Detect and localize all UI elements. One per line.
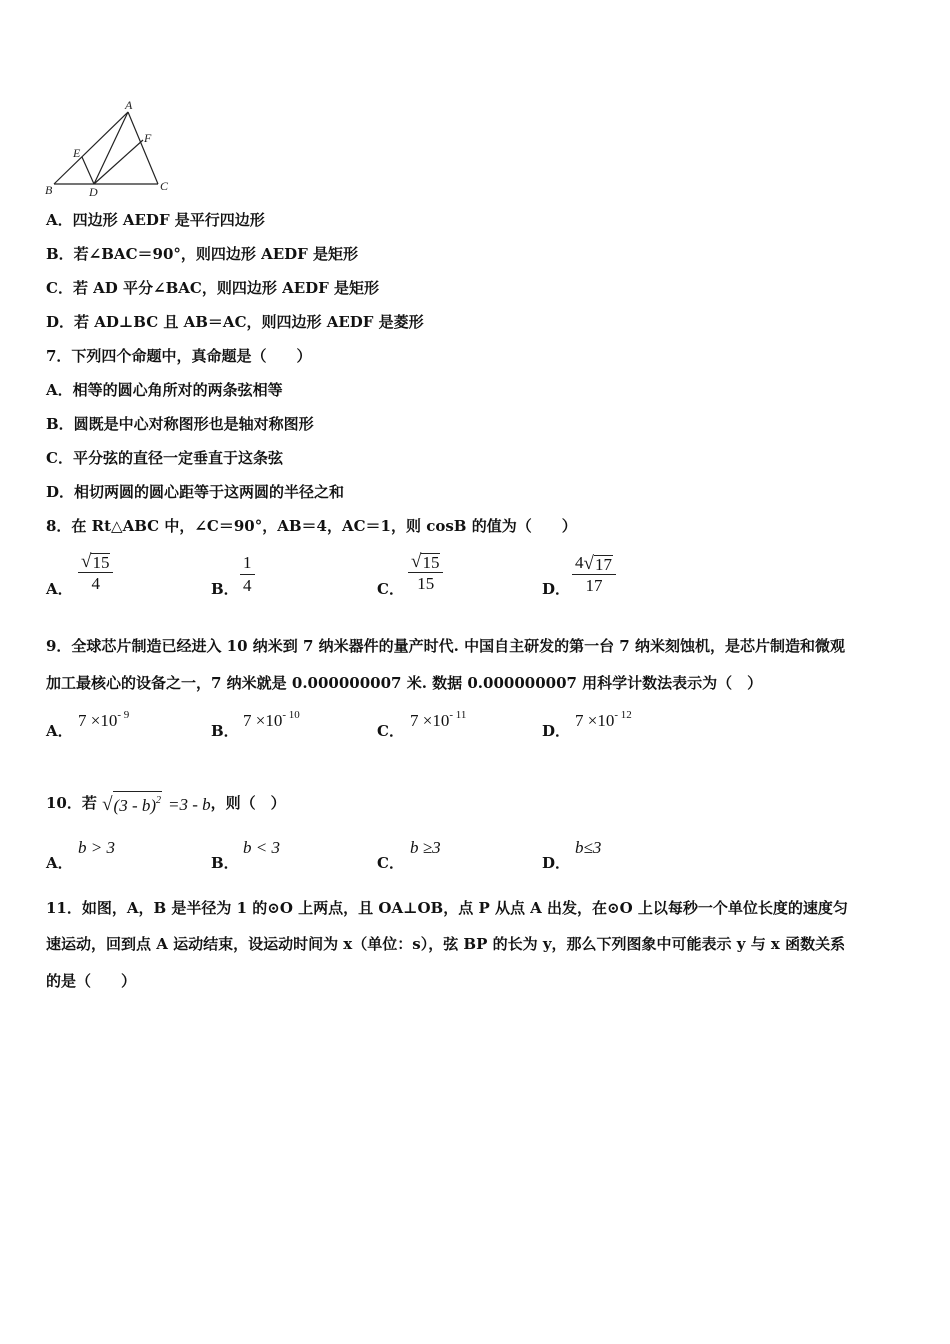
q11-line3: 的是（ ） bbox=[46, 972, 137, 990]
q8-a-denominator: 4 bbox=[91, 574, 100, 593]
q10-option-a: b > 3 bbox=[78, 838, 115, 857]
q8-c-radicand: 15 bbox=[422, 553, 440, 572]
segment-ab bbox=[54, 112, 128, 184]
q10-label-d: D． bbox=[542, 854, 571, 872]
q8-d-radicand: 17 bbox=[594, 555, 612, 574]
q10-option-b: b < 3 bbox=[243, 838, 280, 857]
q7-option-a: A．相等的圆心角所对的两条弦相等 bbox=[46, 381, 283, 399]
q10-equation: √ (3 - b)$^2$ =3 - b bbox=[102, 791, 211, 815]
q6-option-b: B．若∠BAC＝90°，则四边形 AEDF 是矩形 bbox=[46, 245, 359, 263]
q8-option-c-fraction: √ 15 15 bbox=[408, 552, 443, 595]
q10-option-c: b ≥3 bbox=[410, 838, 441, 857]
q7-option-c: C．平分弦的直径一定垂直于这条弦 bbox=[46, 449, 283, 467]
q8-option-a-fraction: √ 15 4 bbox=[78, 552, 113, 595]
q9-option-d: $7 \times 10^{- 12}$ bbox=[575, 709, 632, 730]
q10-stem: 10．若 √ (3 - b)$^2$ =3 - b ，则（ ） bbox=[46, 791, 286, 815]
q7-option-d: D．相切两圆的圆心距等于这两圆的半径之和 bbox=[46, 483, 345, 501]
q9-label-d: D． bbox=[542, 722, 571, 740]
q8-option-d-fraction: 4 √ 17 17 bbox=[572, 552, 616, 597]
q9-option-a: $7 \times 10^{- 9}$ bbox=[78, 709, 130, 730]
segment-ad bbox=[94, 112, 128, 184]
q10-label-a: A． bbox=[46, 854, 73, 872]
q9-option-c: $7 \times 10^{- 11}$ bbox=[410, 709, 467, 730]
q8-stem: 8．在 Rt△ABC 中，∠C＝90°，AB＝4，AC＝1，则 cosB 的值为（ ） bbox=[46, 517, 577, 535]
q10-label-b: B． bbox=[211, 854, 239, 872]
q6-option-a: A．四边形 AEDF 是平行四边形 bbox=[46, 211, 265, 229]
q8-label-d: D． bbox=[542, 580, 571, 598]
label-c: C bbox=[160, 179, 169, 193]
q8-b-denominator: 4 bbox=[243, 576, 252, 595]
q10-option-d: b≤3 bbox=[575, 838, 602, 857]
segment-ac bbox=[128, 112, 158, 184]
q9-label-c: C． bbox=[377, 722, 404, 740]
q8-label-a: A． bbox=[46, 580, 73, 598]
q11-line1: 11．如图，A，B 是半径为 1 的⊙O 上两点，且 OA⊥OB，点 P 从点 A 出发，在⊙O 上以每秒一个单位长度的速度匀 bbox=[46, 899, 848, 917]
segment-de bbox=[82, 157, 94, 184]
q9-label-b: B． bbox=[211, 722, 239, 740]
triangle-figure bbox=[44, 98, 174, 198]
q8-option-b-fraction bbox=[240, 552, 255, 597]
q9-option-b: $7 \times 10^{- 10}$ bbox=[243, 709, 300, 730]
q6-option-d: D．若 AD⊥BC 且 AB＝AC，则四边形 AEDF 是菱形 bbox=[46, 313, 424, 331]
q6-option-c: C．若 AD 平分∠BAC，则四边形 AEDF 是矩形 bbox=[46, 279, 380, 297]
q9-label-a: A． bbox=[46, 722, 73, 740]
label-f: F bbox=[144, 131, 152, 145]
label-d: D bbox=[89, 185, 98, 198]
q11-line2: 速运动，回到点 A 运动结束，设运动时间为 x（单位：s），弦 BP 的长为 y，那么下列图象中可能表示 y 与 x 函数关系 bbox=[46, 935, 846, 953]
label-a: A bbox=[125, 98, 133, 112]
q8-label-b: B． bbox=[211, 580, 239, 598]
q8-label-c: C． bbox=[377, 580, 404, 598]
q8-c-denominator: 15 bbox=[417, 574, 435, 593]
q8-d-denominator: 17 bbox=[585, 576, 603, 595]
label-b: B bbox=[45, 183, 53, 197]
q8-d-coef: 4 bbox=[575, 553, 584, 572]
q9-stem-line2: 加工最核心的设备之一，7 纳米就是 0.000000007 米. 数据 0.000000007 用科学计数法表示为（ ） bbox=[46, 674, 763, 692]
segment-df bbox=[94, 140, 143, 184]
q10-label-c: C． bbox=[377, 854, 404, 872]
q7-option-b: B．圆既是中心对称图形也是轴对称图形 bbox=[46, 415, 314, 433]
q7-stem: 7．下列四个命题中，真命题是（ ） bbox=[46, 347, 312, 365]
q8-a-radicand: 15 bbox=[92, 553, 110, 572]
q9-stem-line1: 9．全球芯片制造已经进入 10 纳米到 7 纳米器件的量产时代. 中国自主研发的第一台 7 纳米刻蚀机，是芯片制造和微观 bbox=[46, 637, 845, 655]
label-e: E bbox=[73, 146, 81, 160]
q8-b-numerator: 1 bbox=[243, 553, 252, 572]
